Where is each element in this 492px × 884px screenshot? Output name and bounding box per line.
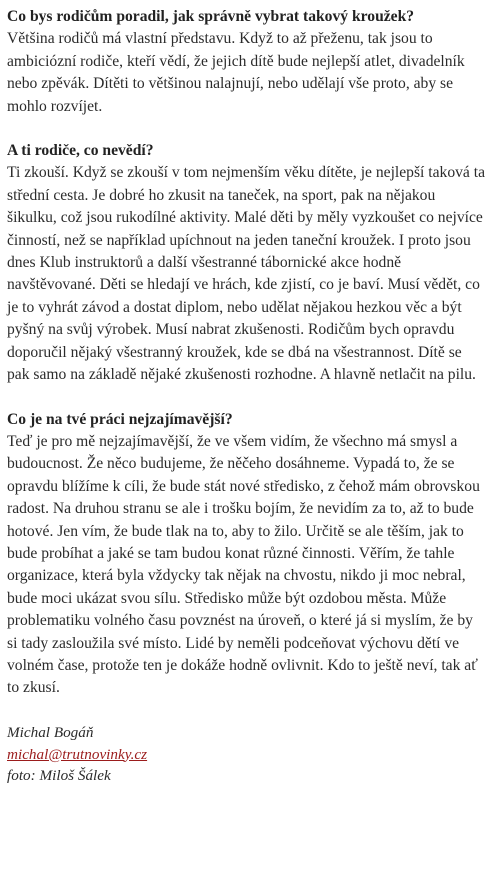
answer-paragraph: Teď je pro mě nejzajímavější, že ve všem vidím, že všechno má smysl a budoucnost. Že něco budujeme, že něčeho dosáhneme. Vypadá to, že se opravdu blížíme k cíli, že bude stát nové středisko, z čehož mám obrovskou radost. Na druhou stranu se ale i trošku bojím, že nevidím za to, až to bude hotové. Jen vím, že bude tlak na to, aby to žilo. Určitě se ale těším, jak to bude probíhat a jaké se tam budou konat různé činnosti. Věřím, že tahle organizace, která byla vždycky tak nějak na chvostu, nikdo ji moc nebral, bude moci ukázat svou sílu. Středisko může být ozdobou města. Může problematiku volného času povznést na úroveň, o které já si myslím, že by si tady zasloužila své místo. Lidé by neměli podceňovat výchovu dětí ve volném čase, protože ten je dokáže hodně ovlivnit. Kdo to ještě neví, tak ať to zkusí. bbox=[7, 432, 480, 697]
photo-credit: foto: Miloš Šálek bbox=[7, 767, 111, 785]
author-name: Michal Bogáň bbox=[7, 723, 94, 741]
question-heading: Co bys rodičům poradil, jak správně vybrat takový kroužek? bbox=[7, 8, 415, 25]
article-credits bbox=[7, 722, 485, 787]
qa-section-parents-unsure bbox=[7, 140, 485, 386]
qa-section-choosing-club bbox=[7, 6, 485, 118]
answer-paragraph: Většina rodičů má vlastní představu. Když to až přeženu, tak jsou to ambiciózní rodiče, kteří vědí, že jejich dítě bude nejlepší atlet, divadelník nebo zpěvák. Dítěti to většinou nalajnují, nebo udělají vše proto, aby se mohlo rozvíjet. bbox=[7, 30, 465, 115]
question-heading: A ti rodiče, co nevědí? bbox=[7, 142, 154, 160]
answer-paragraph: Ti zkouší. Když se zkouší v tom nejmenším věku dítěte, je nejlepší taková ta střední cesta. Je dobré ho zkusit na taneček, na sport, pak na nějakou šikulku, což jsou rukodílné aktivity. Malé děti by měly vyzkoušet co nejvíce činností, než se například upíchnout na jeden taneční kroužek. I proto jsou dnes Klub instruktorů a další všestranné tábornické akce hodně navštěvované. Děti se hledají ve hrách, kde zjistí, co je baví. Musí vědět, co je to vyhrát závod a dostat diplom, nebo udělat nějakou hezkou věc a být pyšný na svůj výrobek. Musí nabrat zkušenosti. Rodičům bych opravdu doporučil nějaký všestranný kroužek, kde se dbá na všestrannost. Dítě se pak samo na základě nějaké zkušenosti rozhodne. A hlavně netlačit na pilu. bbox=[7, 164, 485, 384]
question-heading: Co je na tvé práci nejzajímavější? bbox=[7, 410, 233, 428]
author-email-link[interactable]: michal@trutnovinky.cz bbox=[7, 745, 148, 763]
qa-section-most-interesting bbox=[7, 409, 485, 700]
